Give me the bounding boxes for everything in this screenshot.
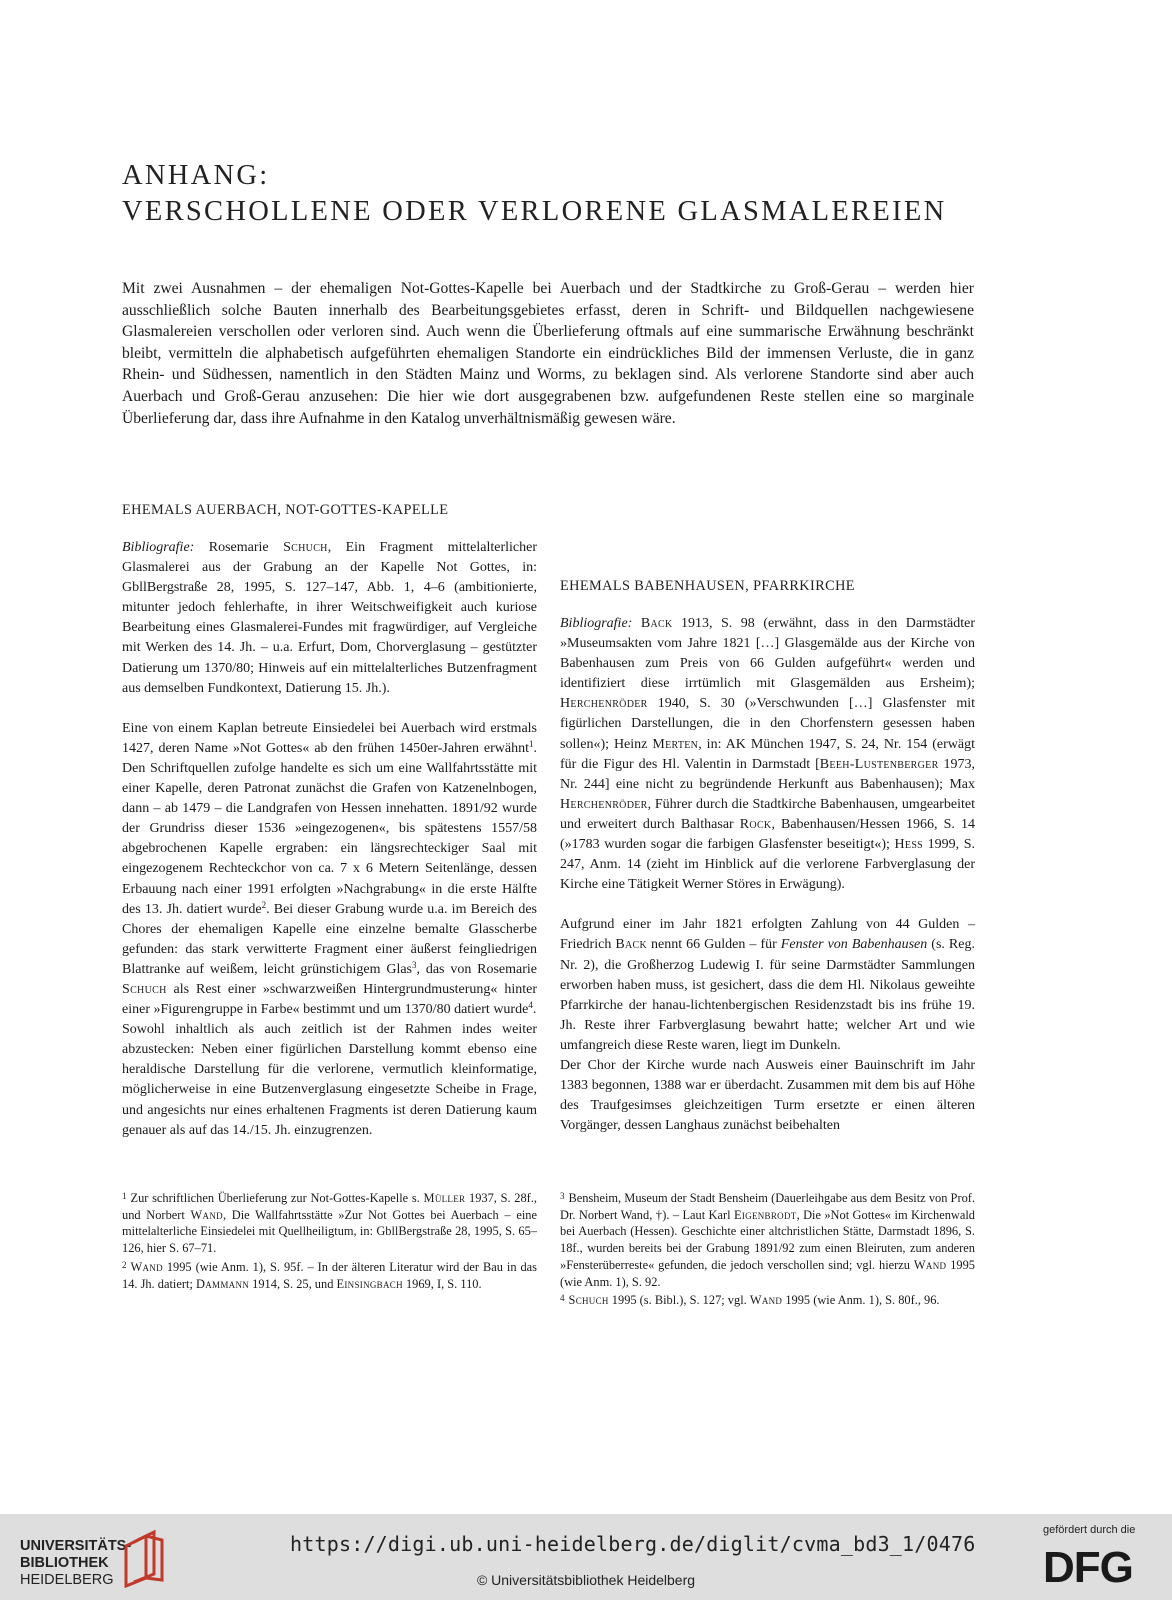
bibliography-label: Bibliografie:: [560, 616, 633, 631]
page-heading: [122, 158, 1062, 230]
intro-paragraph: Mit zwei Ausnahmen – der ehemaligen Not-Gottes-Kapelle bei Auerbach und der Stadtkirche zu Groß-Gerau – werden hier ausschließlich solche Bauten innerhalb des Bearbeitungsgebietes erfasst, deren in Schrift- und Bildquellen nachgewiesene Glasmalereien verschollen oder verloren sind. Auch wenn die Überlieferung oftmals auf eine summarische Erwähnung beschränkt bleibt, vermitteln die alphabetisch aufgeführten ehemaligen Standorte ein eindrückliches Bild der immensen Verluste, die in ganz Rhein- und Südhessen, namentlich in den Städten Mainz und Worms, zu beklagen sind. Als verlorene Standorte sind aber auch Auerbach und Groß-Gerau anzusehen: Die hier wie dort ausgegrabenen bzw. aufgefundenen Reste stellen eine so marginale Überlieferung dar, dass ihre Aufnahme in den Katalog unverhältnismäßig gewesen wäre.: [122, 280, 974, 427]
bibliography-babenhausen: Bibliografie: Back 1913, S. 98 (erwähnt, dass in den Darmstädter »Museumsakten vom Jahre 1821 […] Glasgemälde aus der Kirche von Babenhausen zum Preis von 66 Gulden aufgeführt« werden und identifiziert diese irrtümlich mit Glasgemälden aus Ersheim); Herchenröder 1940, S. 30 (»Verschwunden […] Glasfenster mit figürlichen Darstellungen, die in den Chorfenstern gesessen haben sollen«); Heinz Merten, in: AK München 1947, S. 24, Nr. 154 (erwägt für die Figur des Hl. Valentin in Darmstadt [Beeh-Lustenberger 1973, Nr. 244] eine nicht zu begründende Herkunft aus Babenhausen); Max Herchenröder, Führer durch die Stadtkirche Babenhausen, umgearbeitet und erweitert durch Balthasar Rock, Babenhausen/Hessen 1966, S. 14 (»1783 wurden sogar die farbigen Glasfenster beseitigt«); Hess 1999, S. 247, Anm. 14 (zieht im Hinblick auf die verlorene Farbverglasung der Kirche eine Tätigkeit Werner Störes in Erwägung).: [560, 616, 976, 893]
permalink-url[interactable]: https://digi.ub.uni-heidelberg.de/diglit/cvma_bd3_1/0476: [290, 1532, 976, 1556]
author-name: Herchenröder: [560, 696, 648, 712]
footnote-ref-2[interactable]: 2: [261, 899, 267, 910]
right-column: [560, 500, 975, 1136]
heading-line-1: ANHANG:: [122, 160, 270, 191]
author-name: Rock: [739, 816, 772, 832]
footnotes-right: [560, 1188, 975, 1309]
author-name: Merten: [652, 736, 699, 752]
dfg-caption: gefördert durch die: [1043, 1524, 1136, 1536]
body-paragraph-babenhausen-1: Aufgrund einer im Jahr 1821 erfolgten Zahlung von 44 Gulden – Friedrich Back nennt 66 Gulden – für Fenster von Babenhausen (s. Reg. Nr. 2), die Großherzog Ludewig I. für seine Darmstädter Sammlungen erworben haben muss, ist gesichert, dass die dem Hl. Nikolaus geweihte Pfarrkirche der hanau-lichtenbergischen Residenzstadt bis ins frühe 19. Jh. Reste ihrer Farbverglasung bewahrt hatte; welcher Art und wie umfangreich diese Reste waren, liegt im Dunkeln.: [560, 917, 975, 1053]
footnote-3: $^3$ Bensheim, Museum der Stadt Bensheim (Dauerleihgabe aus dem Besitz von Prof. Dr. Norbert Wand, †). – Laut Karl Eigenbrodt, Die »Not Gottes« im Kirchenwald bei Auerbach (Hessen). Geschichte einer altchristlichen Stätte, Darmstadt 1896, S. 18f., wurden bereits bei der Grabung 1891/92 zum einen Bleiruten, zum anderen »Fensterüberreste« gefunden, die jedoch verschollen sind; vgl. hierzu Wand 1995 (wie Anm. 1), S. 92.: [560, 1191, 975, 1289]
footnote-4: $^4$ Schuch 1995 (s. Bibl.), S. 127; vgl. Wand 1995 (wie Anm. 1), S. 80f., 96.: [560, 1293, 940, 1308]
author-name: Back: [615, 937, 647, 953]
left-column: [122, 500, 537, 1141]
author-name: Back: [640, 616, 673, 631]
body-paragraph-auerbach-1: Eine von einem Kaplan betreute Einsiedelei bei Auerbach wird erstmals 1427, deren Name »Not Gottes« ab den frühen 1450er-Jahren erwähnt$^1$. Den Schriftquellen zufolge handelte es sich um eine Wallfahrtsstätte mit einer Kapelle, deren Patronat zunächst die Grafen von Katzenelnbogen, dann – ab 1479 – die Landgrafen von Hessen innehatten. 1891/92 wurde der Grundriss dieser 1536 »eingezogenen«, bis spätestens 1557/58 abgebrochenen Kapelle ergraben: ein längsrechteckiger Saal mit eingezogenem Rechteckchor von ca. 7 x 6 Metern Seitenlänge, dessen Erbauung nach einer 1991 erfolgten »Nachgrabung« in die erste Hälfte des 13. Jh. datiert wurde$^2$. Bei dieser Grabung wurde u.a. im Bereich des Chores der ehemaligen Kapelle eine einzelne bemalte Glasscherbe gefunden: das stark verwitterte Fragment einer äußerst feingliedrigen Blattranke auf weißem, leicht grünstichigem Glas$^3$, das von Rosemarie Schuch als Rest einer »schwarzweißen Hintergrundmusterung« hinter einer »Figurengruppe in Farbe« bestimmt und um 1370/80 datiert wurde$^4$.: [122, 720, 538, 1018]
heading-line-2: VERSCHOLLENE ODER VERLORENE GLASMALEREIEN: [122, 196, 947, 227]
footnote-ref-1[interactable]: 1: [529, 738, 534, 749]
body-paragraph-auerbach-2: Sowohl inhaltlich als auch zeitlich ist der Rahmen indes weiter abzustecken: Neben einer figürlichen Darstellung kommt ebenso eine heraldische Darstellung für die verlorene, vermutlich kleinformatige, möglicherweise in eine Butzenverglasung eingesetzte Scheibe in Frage, und angesichts nur eines erhaltenen Fragments ist deren Datierung kaum genauer als auf das 14./15. Jh. einzugrenzen.: [122, 1022, 537, 1138]
author-name: Hess: [894, 837, 924, 853]
footnote-ref-4[interactable]: 4: [528, 1000, 533, 1011]
footnote-2: $^2$ Wand 1995 (wie Anm. 1), S. 95f. – In der älteren Literatur wird der Bau in das 14. Jh. datiert; Dammann 1914, S. 25, und Einsingbach 1969, I, S. 110.: [122, 1259, 537, 1291]
dfg-logo-text: DFG: [1043, 1543, 1133, 1590]
footnote-1: $^1$ Zur schriftlichen Überlieferung zur Not-Gottes-Kapelle s. Müller 1937, S. 28f., und Norbert Wand, Die Wallfahrtsstätte »Zur Not Gottes bei Auerbach – eine mittelalterliche Einsiedelei mit Quellheiligtum, in: GbllBergstraße 28, 1995, S. 65–126, hier S. 67–71.: [122, 1191, 538, 1256]
footnotes-left: [122, 1188, 537, 1292]
author-name: Schuch: [122, 981, 167, 997]
author-name: Schuch: [283, 540, 328, 555]
footer-bar: [0, 1514, 1172, 1600]
dfg-logo[interactable]: [1043, 1542, 1155, 1590]
ub-logo-text: UNIVERSITÄTS- BIBLIOTHEK HEIDELBERG: [20, 1538, 132, 1588]
bibliography-auerbach: Bibliografie: Rosemarie Schuch, Ein Fragment mittelalterlicher Glasmalerei aus der Grabung an der Kapelle Not Gottes, in: GbllBergstraße 28, 1995, S. 127–147, Abb. 1, 4–6 (ambitionierte, mitunter jedoch fehlerhafte, in ihrer Weitschweifigkeit auch kuriose Bearbeitung eines Glasmalerei-Fundes mit fragwürdiger, auf Vergleiche mit Werken des 14. Jh. – u.a. Erfurt, Dom, Chorverglasung – gestützter Datierung um 1370/80; Hinweis auf ein mittelalterliches Butzenfragment aus demselben Fundkontext, Datierung 15. Jh.).: [122, 540, 538, 696]
copyright-notice: © Universitätsbibliothek Heidelberg: [476, 1572, 696, 1588]
author-name: Herchenröder: [560, 796, 648, 812]
section-title-babenhausen: EHEMALS BABENHAUSEN, PFARRKIRCHE: [560, 578, 855, 594]
italic-title: Fenster von Babenhausen: [780, 937, 928, 953]
footnote-ref-3[interactable]: 3: [412, 959, 417, 970]
author-name: Beeh-Lustenberger: [819, 756, 939, 772]
section-title-auerbach: EHEMALS AUERBACH, NOT-GOTTES-KAPELLE: [122, 502, 449, 518]
body-paragraph-babenhausen-2: Der Chor der Kirche wurde nach Ausweis einer Bauinschrift im Jahr 1383 begonnen, 1388 war er überdacht. Zusammen mit dem bis auf Höhe des Traufgesimses gleichzeitigen Turm ersetzte er einen älteren Vorgänger, dessen Langhaus zunächst beibehalten: [560, 1057, 975, 1134]
bibliography-label: Bibliografie:: [122, 540, 195, 555]
